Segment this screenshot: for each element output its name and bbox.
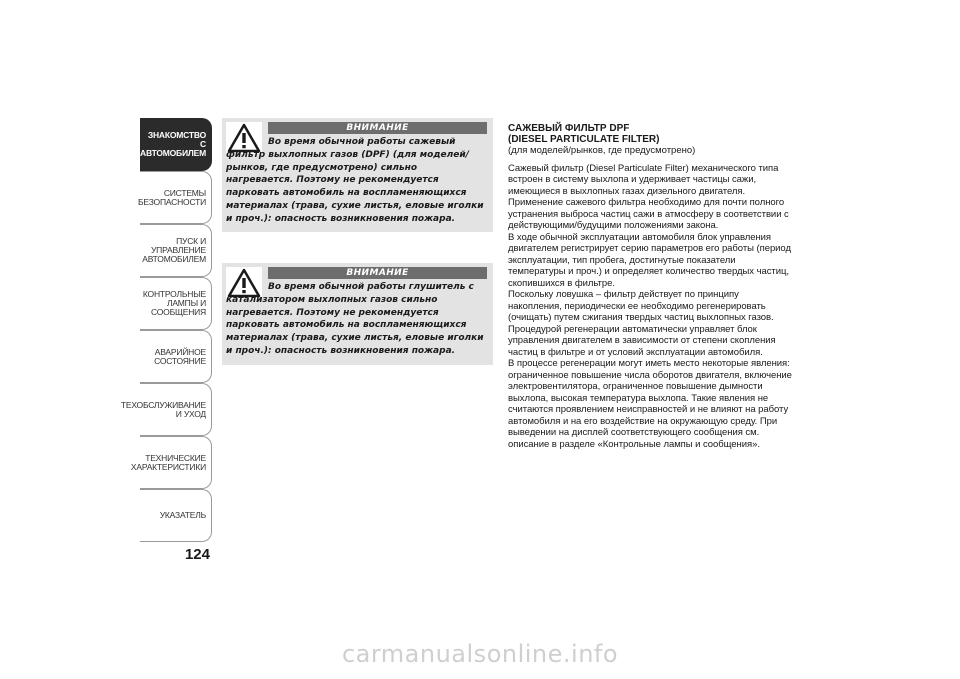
page-number: 124: [184, 546, 210, 563]
tab-label: АВАРИЙНОЕ СОСТОЯНИЕ: [154, 346, 206, 366]
tab-maintenance[interactable]: [120, 383, 212, 436]
tab-warning-lights[interactable]: [140, 277, 212, 330]
warning-header: ВНИМАНИЕ: [268, 122, 487, 134]
body-paragraph: Поскольку ловушка – фильтр действует по принципу накопления, периодически ее необходимо регенерировать (очищать) путем сжигания твердых частиц выхлопных газов.: [508, 289, 774, 323]
tab-index[interactable]: [140, 489, 212, 542]
section-subtitle: (для моделей/рынков, где предусмотрено): [508, 145, 696, 156]
tab-label: ЗНАКОМСТВО С АВТОМОБИЛЕМ: [140, 130, 206, 158]
warning-text: Во время обычной работы глушитель с катализатором выхлопных газов сильно нагревается. Поэтому не рекомендуется парковать автомобиль на воспламеняющихся материалах (трава, сухие листья, еловые иголки и проч.): опасность возникновения пожара.: [226, 282, 484, 356]
section-title: САЖЕВЫЙ ФИЛЬТР DPF (DIESEL PARTICULATE FILTER): [508, 123, 660, 145]
watermark: carmanualsonline.info: [341, 640, 619, 668]
tab-emergency[interactable]: [140, 330, 212, 383]
warning-text: Во время обычной работы сажевый фильтр выхлопных газов (DPF) (для моделей/рынков, где предусмотрено) сильно нагревается. Поэтому не рекомендуется парковать автомобиль на воспламеняющихся материалах (трава, сухие листья, еловые иголки и проч.): опасность возникновения пожара.: [226, 137, 484, 224]
chapter-tabs: [120, 118, 212, 542]
tab-label: КОНТРОЛЬНЫЕ ЛАМПЫ И СООБЩЕНИЯ: [142, 289, 206, 317]
warning-header: ВНИМАНИЕ: [268, 267, 487, 279]
dpf-section: [508, 123, 793, 450]
warning-box-catalyst: [222, 263, 493, 365]
tab-vehicle-overview[interactable]: [140, 118, 212, 171]
body-paragraph: Применение сажевого фильтра необходимо для почти полного устранения выброса частиц сажи в атмосферу в соответствии с действующими/будущими положениями закона.: [508, 197, 789, 231]
body-paragraph: Процедурой регенерации автоматически управляет блок управления двигателем в зависимости от степени скопления частиц в фильтре и от условий эксплуатации автомобиля.: [508, 323, 776, 358]
tab-starting-driving[interactable]: [140, 224, 212, 277]
tab-label: УКАЗАТЕЛЬ: [159, 510, 206, 520]
body-paragraph: В ходе обычной эксплуатации автомобиля блок управления двигателем регистрирует серию параметров его работы (период эксплуатации, тип пробега, достигнутые показатели температуры и проч.) и определяет количество твердых частиц, скопившихся в фильтре.: [508, 231, 791, 289]
warning-box-dpf: [222, 118, 493, 232]
tab-label: ПУСК И УПРАВЛЕНИЕ АВТОМОБИЛЕМ: [142, 236, 206, 264]
tab-safety-systems[interactable]: [140, 171, 212, 224]
tab-label: ТЕХОБСЛУЖИВАНИЕ И УХОД: [120, 399, 206, 419]
tab-label: ТЕХНИЧЕСКИЕ ХАРАКТЕРИСТИКИ: [130, 452, 206, 472]
body-paragraph: В процессе регенерации могут иметь место некоторые явления: ограниченное повышение числа оборотов двигателя, включение электровентилятора, ограниченное повышение дымности выхлопа, высокая температура выхлопа. Такие явления не считаются проявлением неисправностей и не влияют на работу автомобиля и на его воздействие на окружающую среду. При выведении на дисплей соответствующего сообщения см. описание в разделе «Контрольные лампы и сообщения».: [508, 358, 792, 450]
tab-label: СИСТЕМЫ БЕЗОПАСНОСТИ: [138, 187, 206, 207]
tab-technical-specs[interactable]: [130, 436, 212, 489]
body-paragraph: Сажевый фильтр (Diesel Particulate Filter) механического типа встроен в систему выхлопа и удерживает частицы сажи, имеющиеся в выхлопных газах дизельного двигателя.: [508, 162, 779, 197]
